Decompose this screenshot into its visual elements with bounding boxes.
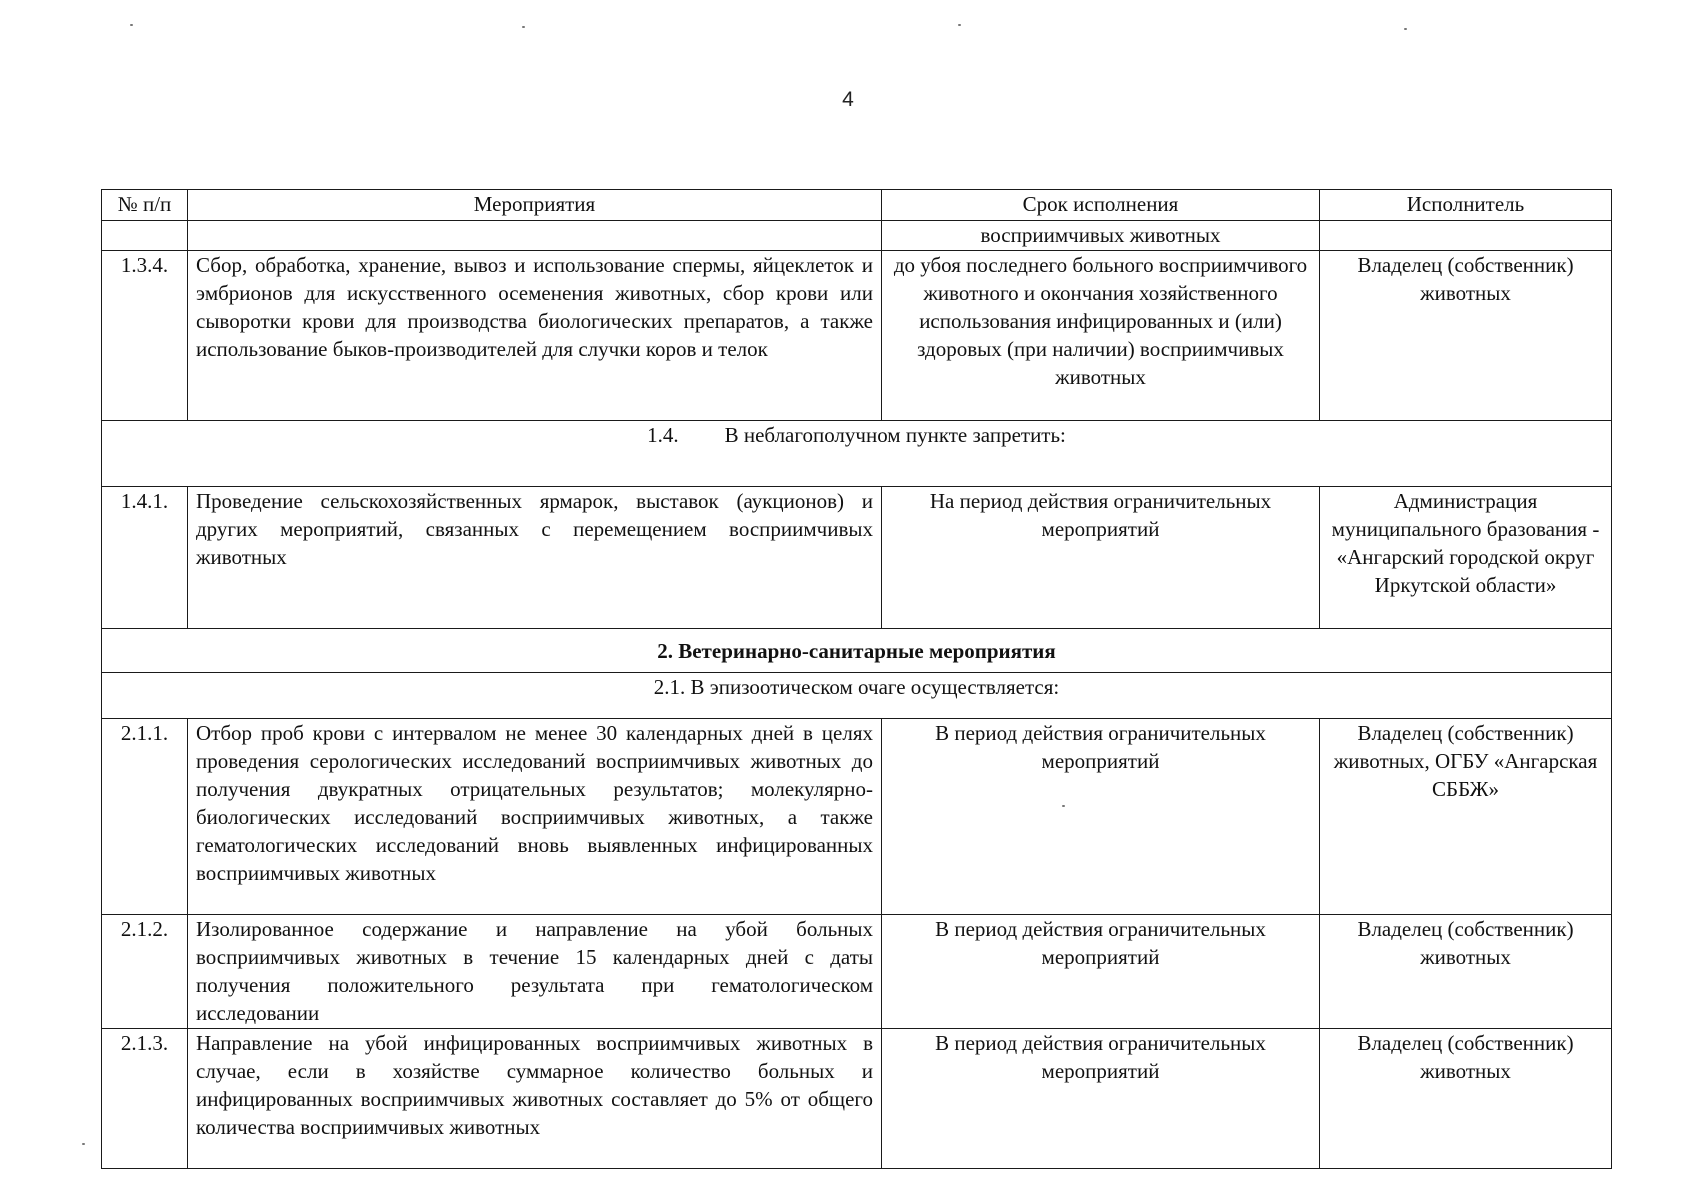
row-executor: Владелец (собственник) животных: [1320, 915, 1612, 1029]
row-term: восприимчивых животных: [882, 221, 1320, 251]
header-event: Мероприятия: [188, 190, 882, 221]
row-term: В период действия ограничительных мероприятий: [882, 1029, 1320, 1169]
header-executor: Исполнитель: [1320, 190, 1612, 221]
row-event: [188, 221, 882, 251]
scan-speck: [958, 24, 961, 26]
section-title: В неблагополучном пункте запретить:: [724, 423, 1066, 447]
row-num: [102, 221, 188, 251]
measures-table: [101, 189, 1612, 1169]
row-executor: Владелец (собственник) животных: [1320, 251, 1612, 421]
section-row: [102, 421, 1612, 487]
row-term: В период действия ограничительных мероприятий: [882, 719, 1320, 915]
row-executor: Владелец (собственник) животных, ОГБУ «Ангарская СББЖ»: [1320, 719, 1612, 915]
row-num: 1.3.4.: [102, 251, 188, 421]
table-row: [102, 719, 1612, 915]
table-row: [102, 487, 1612, 629]
scan-speck: [130, 24, 133, 26]
row-executor: [1320, 221, 1612, 251]
row-event: Проведение сельскохозяйственных ярмарок, выставок (аукционов) и других мероприятий, связанных с перемещением восприимчивых животных: [188, 487, 882, 629]
scan-speck: [1062, 805, 1065, 807]
header-num: № п/п: [102, 190, 188, 221]
page-number: 4: [842, 88, 854, 111]
row-event: Сбор, обработка, хранение, вывоз и использование спермы, яйцеклеток и эмбрионов для искусственного осеменения животных, сбор крови или сыворотки крови для производства биологических препаратов, а также использование быков-производителей для случки коров и телок: [188, 251, 882, 421]
table-row: [102, 1029, 1612, 1169]
table-row: [102, 915, 1612, 1029]
section-row: [102, 673, 1612, 719]
section-heading-2: 2. Ветеринарно-санитарные мероприятия: [102, 629, 1612, 673]
scan-speck: [82, 1143, 85, 1145]
section-heading-1-4: [102, 421, 1612, 487]
row-term: На период действия ограничительных мероприятий: [882, 487, 1320, 629]
row-term: В период действия ограничительных мероприятий: [882, 915, 1320, 1029]
row-num: 1.4.1.: [102, 487, 188, 629]
scan-speck: [1404, 28, 1407, 30]
header-term: Срок исполнения: [882, 190, 1320, 221]
executor-text: Администрация муниципального бразования - «Ангарский городской округ Иркутской области»: [1331, 489, 1600, 597]
scan-speck: [522, 26, 525, 28]
row-executor: [1320, 487, 1612, 629]
table-row: [102, 251, 1612, 421]
section-number: 1.4.: [647, 423, 679, 447]
row-event: Направление на убой инфицированных восприимчивых животных в случае, если в хозяйстве суммарное количество больных и инфицированных восприимчивых животных составляет до 5% от общего количества восприимчивых животных: [188, 1029, 882, 1169]
row-num: 2.1.3.: [102, 1029, 188, 1169]
row-event: Отбор проб крови с интервалом не менее 30 календарных дней в целях проведения серологических исследований восприимчивых животных до получения двукратных отрицательных результатов; молекулярно-биологических исследований восприимчивых животных, а также гематологических исследований вновь выявленных инфицированных восприимчивых животных: [188, 719, 882, 915]
section-heading-2-1: 2.1. В эпизоотическом очаге осуществляется:: [102, 673, 1612, 719]
row-num: 2.1.1.: [102, 719, 188, 915]
section-row: [102, 629, 1612, 673]
row-num: 2.1.2.: [102, 915, 188, 1029]
row-executor: Владелец (собственник) животных: [1320, 1029, 1612, 1169]
row-event: Изолированное содержание и направление на убой больных восприимчивых животных в течение 15 календарных дней с даты получения положительного результата при гематологическом исследовании: [188, 915, 882, 1029]
table-row: [102, 221, 1612, 251]
row-term: до убоя последнего больного восприимчивого животного и окончания хозяйственного использования инфицированных и (или) здоровых (при наличии) восприимчивых животных: [882, 251, 1320, 421]
table-header-row: [102, 190, 1612, 221]
